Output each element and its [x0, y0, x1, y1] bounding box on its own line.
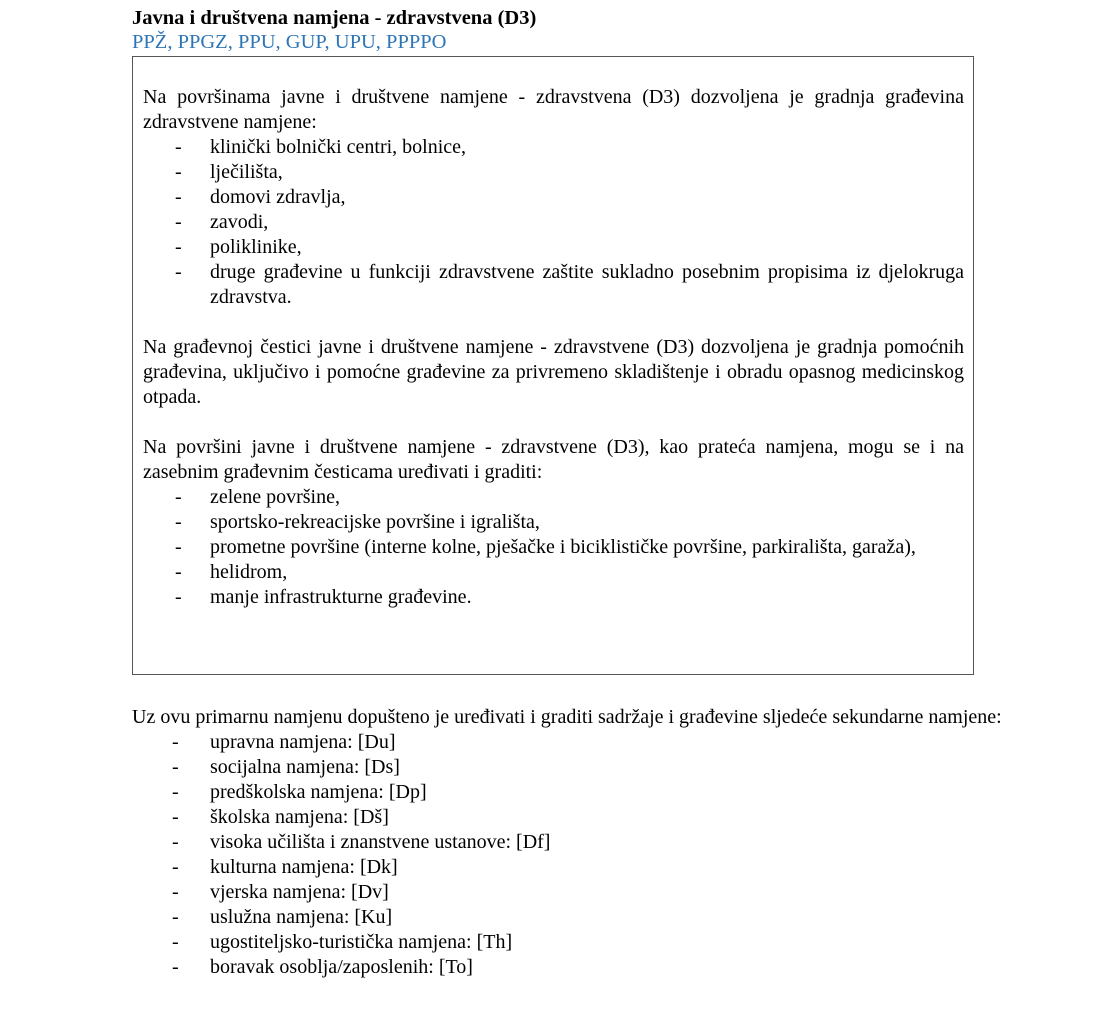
list-item: - domovi zdravlja,	[175, 186, 346, 208]
dash-bullet-icon: -	[175, 511, 182, 533]
spacer	[143, 310, 964, 335]
dash-bullet-icon: -	[172, 756, 179, 778]
secondary-list	[132, 730, 1032, 980]
list-item: - socijalna namjena: [Ds]	[172, 756, 400, 778]
dash-bullet-icon: -	[172, 831, 179, 853]
list-item: - sportsko-rekreacijske površine i igrališta,	[175, 511, 540, 533]
list-item: - upravna namjena: [Du]	[172, 731, 396, 753]
dash-bullet-icon: -	[175, 536, 182, 558]
list-item: - manje infrastrukturne građevine.	[175, 586, 472, 608]
dash-bullet-icon: -	[172, 781, 179, 803]
dash-bullet-icon: -	[172, 881, 179, 903]
list-item: - predškolska namjena: [Dp]	[172, 781, 427, 803]
document-page	[132, 6, 1032, 978]
spacer	[143, 410, 964, 435]
list-item: - uslužna namjena: [Ku]	[172, 906, 393, 928]
list-item: - visoka učilišta i znanstvene ustanove: [Df]	[172, 831, 551, 853]
dash-bullet-icon: -	[172, 731, 179, 753]
dash-bullet-icon: -	[175, 236, 182, 258]
list-item: - klinički bolnički centri, bolnice,	[175, 136, 467, 158]
dash-bullet-icon: -	[175, 586, 182, 608]
dash-bullet-icon: -	[172, 931, 179, 953]
bordered-rule-box	[132, 56, 974, 675]
dash-bullet-icon: -	[172, 906, 179, 928]
list-item: - helidrom,	[175, 561, 288, 583]
list-item: - prometne površine (interne kolne, pješačke i biciklističke površine, parkirališta, garaža),	[175, 536, 916, 558]
list-item: - zavodi,	[175, 211, 269, 233]
dash-bullet-icon: -	[172, 856, 179, 878]
section-title: Javna i društvena namjena - zdravstvena (D3)	[132, 7, 537, 29]
section3-list	[143, 485, 964, 610]
list-item: - kulturna namjena: [Dk]	[172, 856, 398, 878]
list-item: - lječilišta,	[175, 161, 283, 183]
dash-bullet-icon: -	[175, 161, 182, 183]
list-item: - ugostiteljsko-turistička namjena: [Th]	[172, 931, 513, 953]
section1-list	[143, 135, 964, 310]
list-item: - školska namjena: [Dš]	[172, 806, 389, 828]
dash-bullet-icon: -	[175, 186, 182, 208]
section2-text: Na građevnoj čestici javne i društvene namjene - zdravstvene (D3) dozvoljena je gradnja pomoćnih građevina, uključivo i pomoćne građevine za privremeno skladištenje i obradu opasnog medicinskog otpada.	[143, 336, 964, 408]
dash-bullet-icon: -	[175, 211, 182, 233]
dash-bullet-icon: -	[172, 806, 179, 828]
plan-codes: PPŽ, PPGZ, PPU, GUP, UPU, PPPPO	[132, 31, 447, 53]
dash-bullet-icon: -	[175, 486, 182, 508]
secondary-uses-section	[132, 705, 1032, 980]
list-item: - vjerska namjena: [Dv]	[172, 881, 389, 903]
section3-intro: Na površini javne i društvene namjene - zdravstvene (D3), kao prateća namjena, mogu se i na zasebnim građevnim česticama uređivati i graditi:	[143, 436, 964, 483]
dash-bullet-icon: -	[175, 561, 182, 583]
list-item: - zelene površine,	[175, 486, 340, 508]
list-item: - druge građevine u funkciji zdravstvene zaštite sukladno posebnim propisima iz djelokruga zdravstva.	[175, 261, 964, 308]
dash-bullet-icon: -	[175, 261, 182, 283]
dash-bullet-icon: -	[175, 136, 182, 158]
section1-intro: Na površinama javne i društvene namjene - zdravstvena (D3) dozvoljena je gradnja građevina zdravstvene namjene:	[143, 86, 964, 133]
list-item: - poliklinike,	[175, 236, 302, 258]
dash-bullet-icon: -	[172, 956, 179, 978]
list-item: - boravak osoblja/zaposlenih: [To]	[172, 956, 473, 978]
secondary-intro: Uz ovu primarnu namjenu dopušteno je uređivati i graditi sadržaje i građevine sljedeće sekundarne namjene:	[132, 706, 1002, 728]
